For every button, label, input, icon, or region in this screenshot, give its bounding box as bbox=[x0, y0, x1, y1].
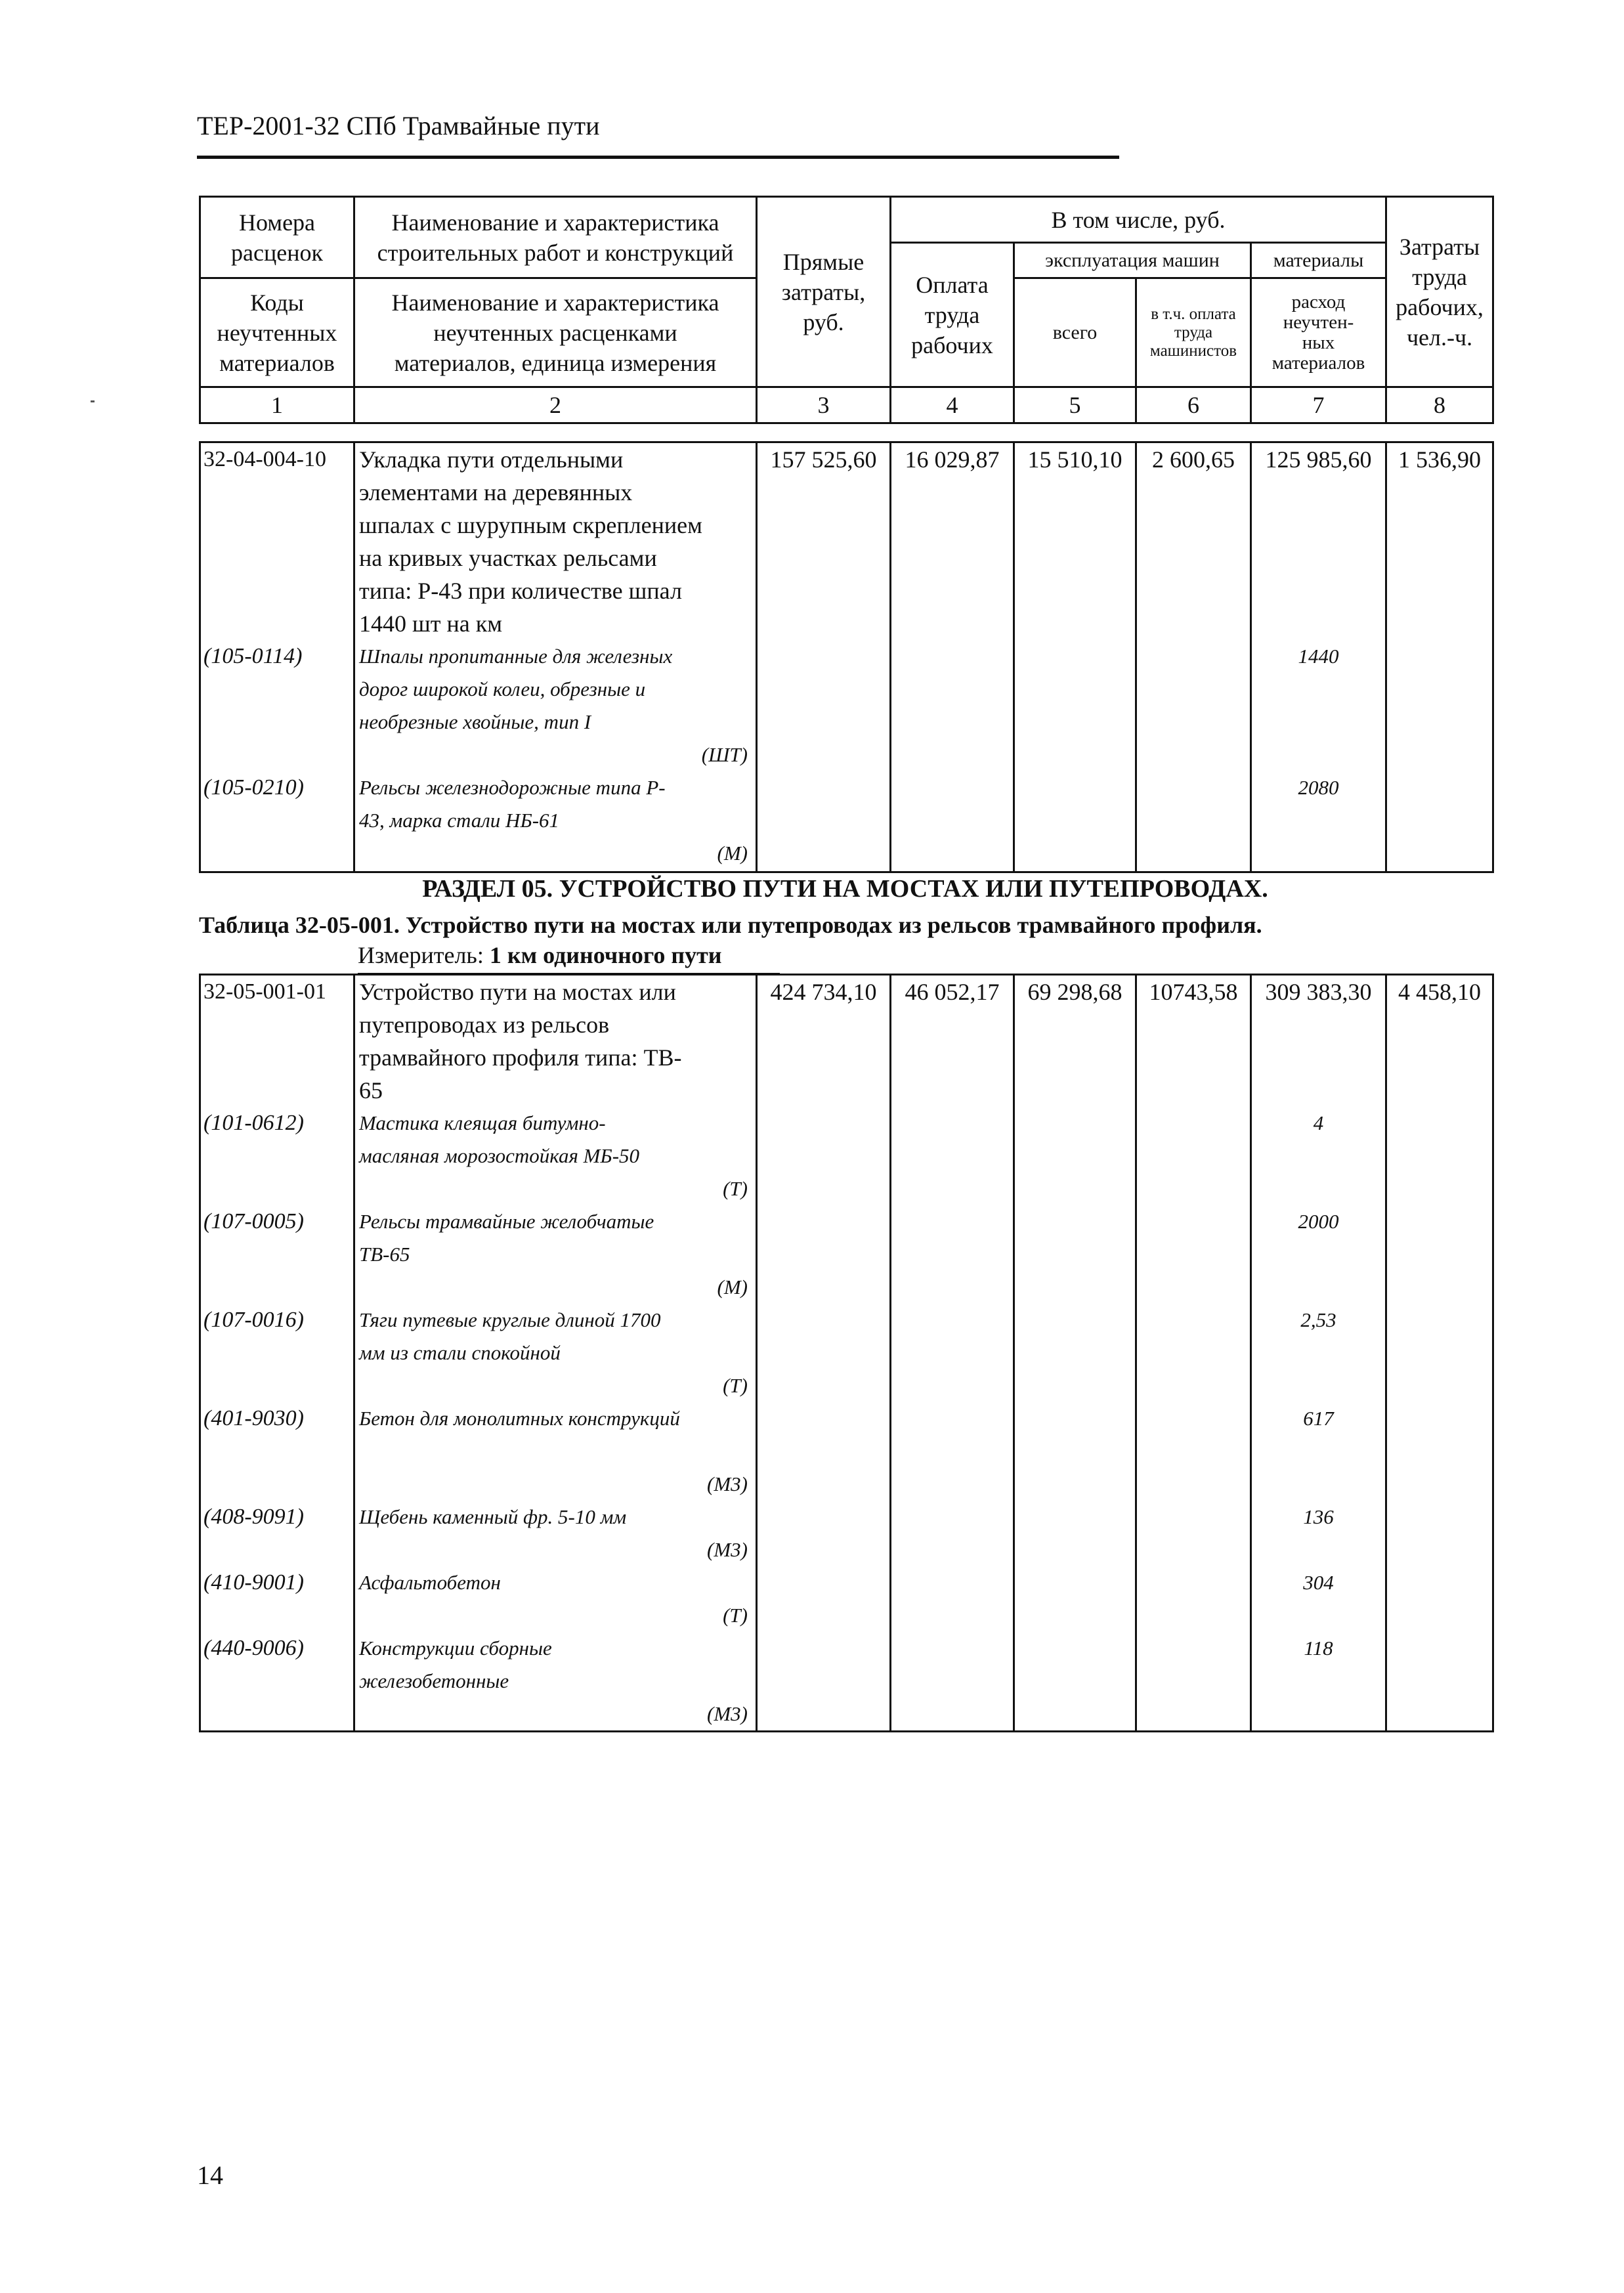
rate-code: 32-04-004-10 bbox=[203, 447, 326, 471]
material-quantity: 304 bbox=[1303, 1571, 1334, 1594]
labor-hours-value: 1 536,90 bbox=[1398, 446, 1481, 473]
table-title: Таблица 32-05-001. Устройство пути на мостах или путепроводах из рельсов трамвайного профиля. bbox=[199, 912, 1262, 938]
labor-wage-value: 46 052,17 bbox=[905, 979, 1000, 1005]
col6-header: в т.ч. оплата труда машинистов bbox=[1136, 278, 1251, 387]
material-unit: (М) bbox=[717, 1275, 748, 1298]
machines-total-column bbox=[1014, 442, 1136, 872]
material-quantity: 2080 bbox=[1298, 776, 1339, 799]
col5-header: всего bbox=[1014, 278, 1136, 387]
col2-header-top: Наименование и характеристика строительных работ и конструкций bbox=[354, 197, 757, 278]
col1-header-top: Номера расценок bbox=[200, 197, 354, 278]
description-column bbox=[354, 975, 757, 1732]
material-code: (107-0005) bbox=[203, 1209, 304, 1233]
col-number: 3 bbox=[757, 387, 891, 423]
material-code: (401-9030) bbox=[203, 1406, 304, 1430]
work-description-line: типа: Р-43 при количестве шпал bbox=[359, 578, 682, 604]
material-description-line: Рельсы трамвайные желобчатые bbox=[359, 1210, 654, 1233]
material-unit: (М3) bbox=[707, 1538, 748, 1561]
material-description-line: масляная морозостойкая МБ-50 bbox=[359, 1144, 640, 1167]
work-description-line: 65 bbox=[359, 1077, 383, 1104]
col2-header-bottom: Наименование и характеристика неучтенных расценками материалов, единица измерения bbox=[354, 278, 757, 387]
col3-header: Прямые затраты, руб. bbox=[757, 197, 891, 387]
page-number: 14 bbox=[197, 2160, 223, 2190]
col1-header-bottom: Коды неучтенных материалов bbox=[200, 278, 354, 387]
material-description-line: Бетон для монолитных конструкций bbox=[359, 1407, 680, 1430]
material-description-line: необрезные хвойные, тип I bbox=[359, 710, 591, 733]
work-description-line: на кривых участках рельсами bbox=[359, 545, 657, 571]
material-quantity: 2000 bbox=[1298, 1210, 1339, 1233]
rate-table-32-05-001-01 bbox=[199, 974, 1494, 1732]
material-description-line: Шпалы пропитанные для железных bbox=[359, 645, 673, 668]
labor-hours-column bbox=[1386, 442, 1493, 872]
col-number: 5 bbox=[1014, 387, 1136, 423]
material-description-line: мм из стали спокойной bbox=[359, 1341, 561, 1364]
material-unit: (Т) bbox=[723, 1374, 748, 1397]
materials-column bbox=[1251, 975, 1386, 1732]
labor-wage-column bbox=[891, 975, 1014, 1732]
section-heading: РАЗДЕЛ 05. УСТРОЙСТВО ПУТИ НА МОСТАХ ИЛИ ПУТЕПРОВОДАХ. bbox=[422, 875, 1268, 903]
measurement-unit bbox=[358, 941, 722, 969]
col-number: 7 bbox=[1251, 387, 1386, 423]
labor-hours-value: 4 458,10 bbox=[1398, 979, 1481, 1005]
description-column bbox=[354, 442, 757, 872]
code-column bbox=[200, 975, 354, 1732]
labor-wage-value: 16 029,87 bbox=[905, 446, 1000, 473]
rate-code: 32-05-001-01 bbox=[203, 979, 326, 1004]
work-description-line: элементами на деревянных bbox=[359, 479, 633, 505]
material-code: (408-9091) bbox=[203, 1505, 304, 1529]
material-description-line: Асфальтобетон bbox=[359, 1571, 501, 1594]
work-description-line: шпалах с шурупным скреплением bbox=[359, 512, 702, 538]
work-description-line: путепроводах из рельсов bbox=[359, 1012, 610, 1038]
material-description-line: Щебень каменный фр. 5-10 мм bbox=[359, 1505, 627, 1528]
work-description-line: трамвайного профиля типа: ТВ- bbox=[359, 1044, 682, 1071]
machinist-wage-value: 10743,58 bbox=[1149, 979, 1238, 1005]
rate-table-32-04-004-10 bbox=[199, 441, 1494, 873]
material-quantity: 118 bbox=[1304, 1637, 1333, 1660]
material-description-line: ТВ-65 bbox=[359, 1243, 410, 1266]
material-quantity: 136 bbox=[1303, 1505, 1334, 1528]
col-number: 4 bbox=[891, 387, 1014, 423]
material-code: (107-0016) bbox=[203, 1308, 304, 1332]
material-unit: (М) bbox=[717, 842, 748, 865]
col8-header: Затраты труда рабочих, чел.-ч. bbox=[1386, 197, 1493, 387]
material-unit: (М3) bbox=[707, 1472, 748, 1495]
material-quantity: 617 bbox=[1303, 1407, 1334, 1430]
materials-value: 125 985,60 bbox=[1265, 446, 1372, 473]
col-number: 8 bbox=[1386, 387, 1493, 423]
machines-total-value: 69 298,68 bbox=[1027, 979, 1122, 1005]
col-number: 6 bbox=[1136, 387, 1251, 423]
work-description-line: Укладка пути отдельными bbox=[359, 446, 624, 473]
material-description-line: Конструкции сборные bbox=[359, 1637, 552, 1660]
work-description-line: 1440 шт на км bbox=[359, 611, 502, 637]
machinist-wage-column bbox=[1136, 975, 1251, 1732]
material-code: (410-9001) bbox=[203, 1570, 304, 1595]
code-column bbox=[200, 442, 354, 872]
machines-header: эксплуатация машин bbox=[1014, 243, 1251, 278]
labor-hours-column bbox=[1386, 975, 1493, 1732]
col4-header: Оплата труда рабочих bbox=[891, 243, 1014, 387]
material-unit: (Т) bbox=[723, 1177, 748, 1200]
direct-costs-value: 424 734,10 bbox=[770, 979, 877, 1005]
material-description-line: 43, марка стали НБ-61 bbox=[359, 809, 560, 832]
machinist-wage-value: 2 600,65 bbox=[1152, 446, 1235, 473]
material-code: (105-0210) bbox=[203, 775, 304, 800]
material-quantity: 2,53 bbox=[1300, 1308, 1336, 1331]
included-group-header: В том числе, руб. bbox=[891, 197, 1386, 243]
work-description-line: Устройство пути на мостах или bbox=[359, 979, 676, 1005]
material-code: (105-0114) bbox=[203, 644, 303, 668]
material-quantity: 1440 bbox=[1298, 645, 1339, 668]
col-number: 1 bbox=[200, 387, 354, 423]
material-code: (101-0612) bbox=[203, 1111, 304, 1135]
material-description-line: железобетонные bbox=[359, 1669, 509, 1692]
direct-costs-column bbox=[757, 442, 891, 872]
material-unit: (ШТ) bbox=[701, 743, 748, 766]
material-unit: (М3) bbox=[707, 1702, 748, 1725]
materials-header: материалы bbox=[1251, 243, 1386, 278]
header-rule bbox=[197, 156, 1119, 159]
material-code: (440-9006) bbox=[203, 1636, 304, 1660]
material-description-line: Рельсы железнодорожные типа Р- bbox=[359, 776, 666, 799]
measurement-value: 1 км одиночного пути bbox=[489, 942, 722, 968]
material-description-line bbox=[355, 1435, 756, 1468]
scan-mark bbox=[91, 400, 95, 402]
material-description-line: Мастика клеящая битумно- bbox=[359, 1111, 606, 1134]
material-unit: (Т) bbox=[723, 1604, 748, 1627]
machines-total-value: 15 510,10 bbox=[1027, 446, 1122, 473]
direct-costs-column bbox=[757, 975, 891, 1732]
col-number: 2 bbox=[354, 387, 757, 423]
material-quantity: 4 bbox=[1313, 1111, 1324, 1134]
direct-costs-value: 157 525,60 bbox=[770, 446, 877, 473]
material-description-line: Тяги путевые круглые длиной 1700 bbox=[359, 1308, 661, 1331]
measurement-label: Измеритель: bbox=[358, 942, 484, 968]
machines-total-column bbox=[1014, 975, 1136, 1732]
column-header-table bbox=[199, 196, 1494, 424]
materials-column bbox=[1251, 442, 1386, 872]
machinist-wage-column bbox=[1136, 442, 1251, 872]
document-header: ТЕР-2001-32 СПб Трамвайные пути bbox=[197, 111, 600, 140]
labor-wage-column bbox=[891, 442, 1014, 872]
materials-value: 309 383,30 bbox=[1265, 979, 1372, 1005]
col7-header: расход неучтен-ных материалов bbox=[1251, 278, 1386, 387]
material-description-line: дорог широкой колеи, обрезные и bbox=[359, 677, 646, 700]
